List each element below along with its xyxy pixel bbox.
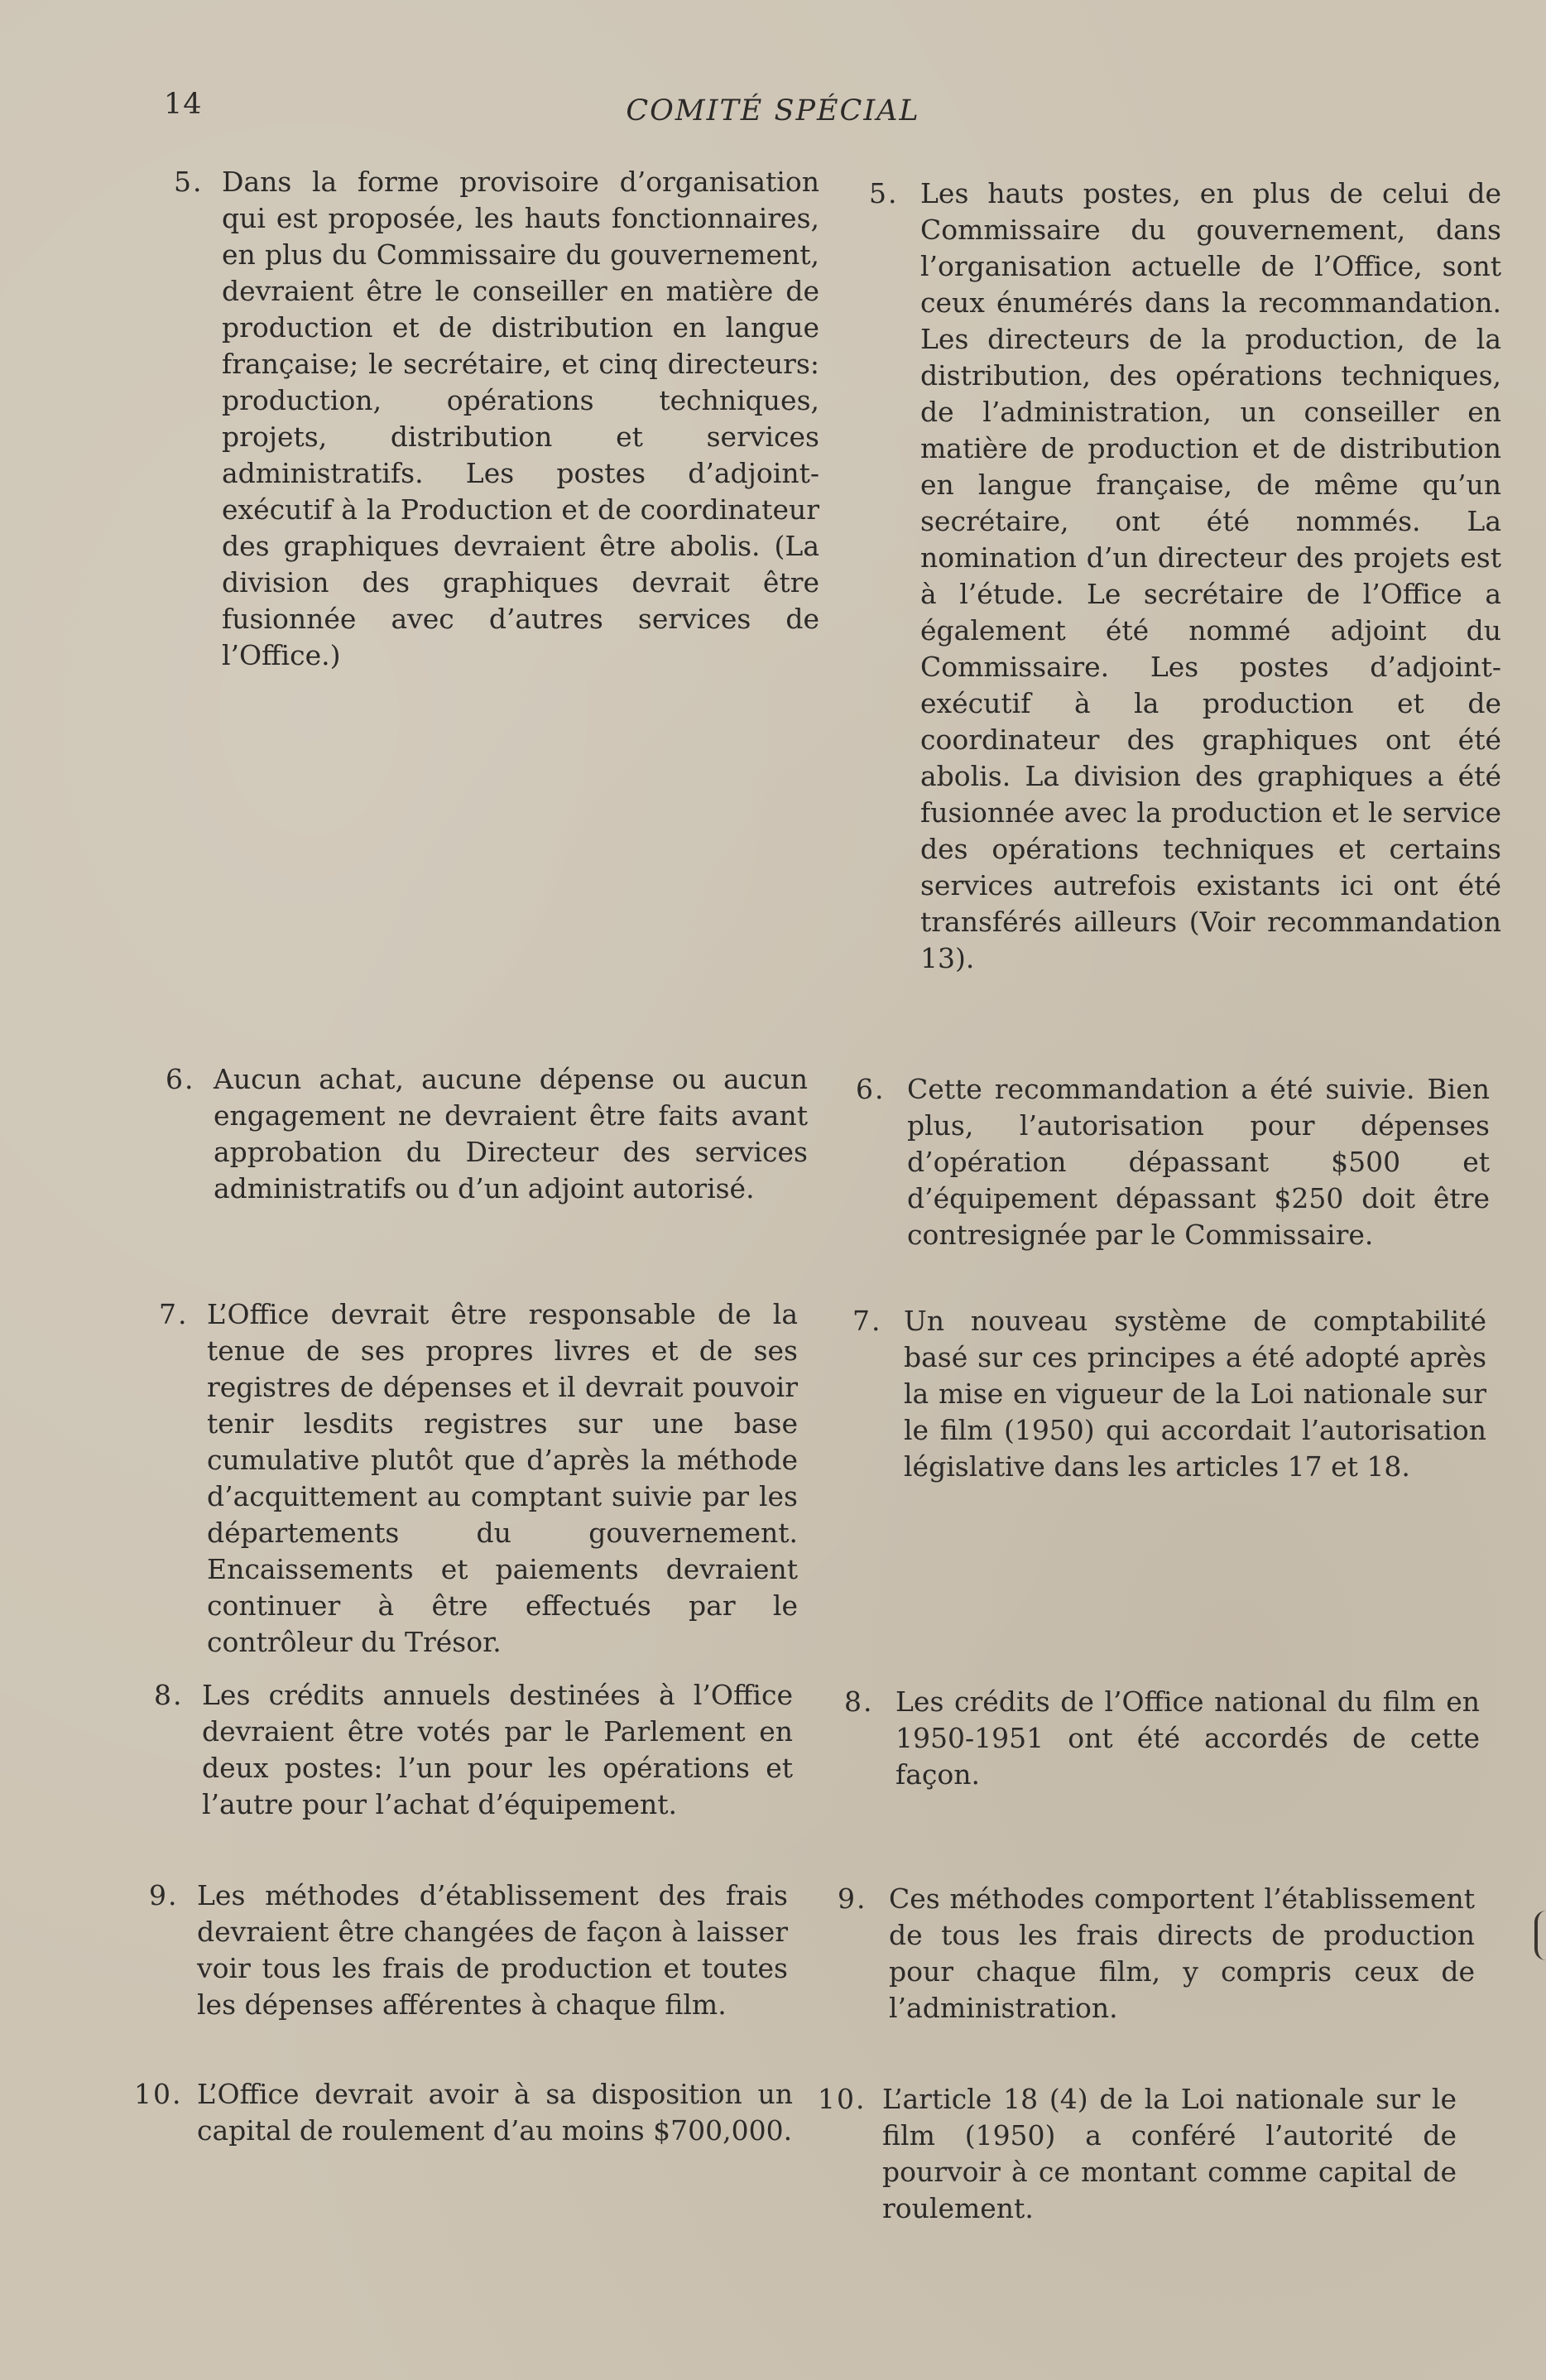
item-text: Un nouveau système de comptabilité basé sur ces principes a été adopté après la mise en vigueur de la Loi nationale sur le film (1950) qui accordait l’autorisation législative dans les articles 17 et 18. — [904, 1305, 1486, 1483]
item-number: 9. — [838, 1882, 867, 1915]
item-text: Aucun achat, aucune dépense ou aucun engagement ne devraient être faits avant approbation du Directeur des services administratifs ou d’un adjoint autorisé. — [214, 1063, 808, 1204]
margin-mark — [1534, 1911, 1546, 1960]
item-text: Ces méthodes comportent l’établissement de tous les frais directs de production pour chaque film, y compris ceux de l’administration. — [889, 1882, 1475, 2024]
item-text: Cette recommandation a été suivie. Bien plus, l’autorisation pour dépenses d’opération dépassant $500 et d’équipement dépassant $250 doit être contresignée par le Commissaire. — [907, 1073, 1490, 1251]
item-number: 6. — [166, 1063, 195, 1095]
item-number: 10. — [818, 2083, 867, 2115]
item-text: L’Office devrait être responsable de la tenue de ses propres livres et de ses registres de dépenses et il devrait pouvoir tenir lesdits registres sur une base cumulative plutôt que d’après la méthode d’acquittement au comptant suivie par les départements du gouvernement. Encaissements et paiements devraient continuer à être effectués par le contrôleur du Trésor. — [207, 1298, 798, 1658]
item-text: Les hauts postes, en plus de celui de Commissaire du gouvernement, dans l’organisation actuelle de l’Office, sont ceux énumérés dans la recommandation. Les directeurs de la production, de la distribution, des opérations techniques, de l’administration, un conseiller en matière de production et de distribution en langue française, de même qu’un secrétaire, ont été nommés. La nomination d’un directeur des projets est à l’étude. Le secrétaire de l’Office a également été nommé adjoint du Commissaire. Les postes d’adjoint-exécutif à la production et de coordinateur des graphiques ont été abolis. La division des graphiques a été fusionnée avec la production et le service des opérations techniques et certains services autrefois existants ici ont été transférés ailleurs (Voir recommandation 13). — [920, 177, 1501, 974]
item-number: 5. — [869, 177, 899, 209]
item-number: 8. — [154, 1679, 184, 1711]
item-number: 9. — [149, 1879, 179, 1911]
item-number: 8. — [844, 1685, 874, 1718]
item-text: Dans la forme provisoire d’organisation qui est proposée, les hauts fonctionnaires, en plus du Commissaire du gouvernement, devraient être le conseiller en matière de production et de distribution en langue française; le secrétaire, et cinq directeurs: production, opérations techniques, projets, distribution et services administratifs. Les postes d’adjoint-exécutif à la Production et de coordinateur des graphiques devraient être abolis. (La division des graphiques devrait être fusionnée avec d’autres services de l’Office.) — [222, 166, 819, 671]
item-text: L’article 18 (4) de la Loi nationale sur le film (1950) a conféré l’autorité de pourvoir à ce montant comme capital de roulement. — [882, 2083, 1457, 2224]
running-header: COMITÉ SPÉCIAL — [626, 94, 920, 127]
item-number: 7. — [159, 1298, 189, 1330]
item-number: 5. — [174, 166, 204, 198]
item-text: Les méthodes d’établissement des frais devraient être changées de façon à laisser voir tous les frais de production et toutes les dépenses afférentes à chaque film. — [197, 1879, 788, 2021]
page-number: 14 — [164, 88, 203, 121]
item-text: L’Office devrait avoir à sa disposition un capital de roulement d’au moins $700,000. — [197, 2078, 793, 2147]
item-number: 10. — [134, 2078, 183, 2110]
item-number: 6. — [856, 1073, 886, 1105]
item-text: Les crédits annuels destinées à l’Office devraient être votés par le Parlement en deux postes: l’un pour les opérations et l’autre pour l’achat d’équipement. — [202, 1679, 793, 1820]
item-number: 7. — [852, 1305, 882, 1337]
item-text: Les crédits de l’Office national du film en 1950-1951 ont été accordés de cette façon. — [895, 1685, 1480, 1791]
